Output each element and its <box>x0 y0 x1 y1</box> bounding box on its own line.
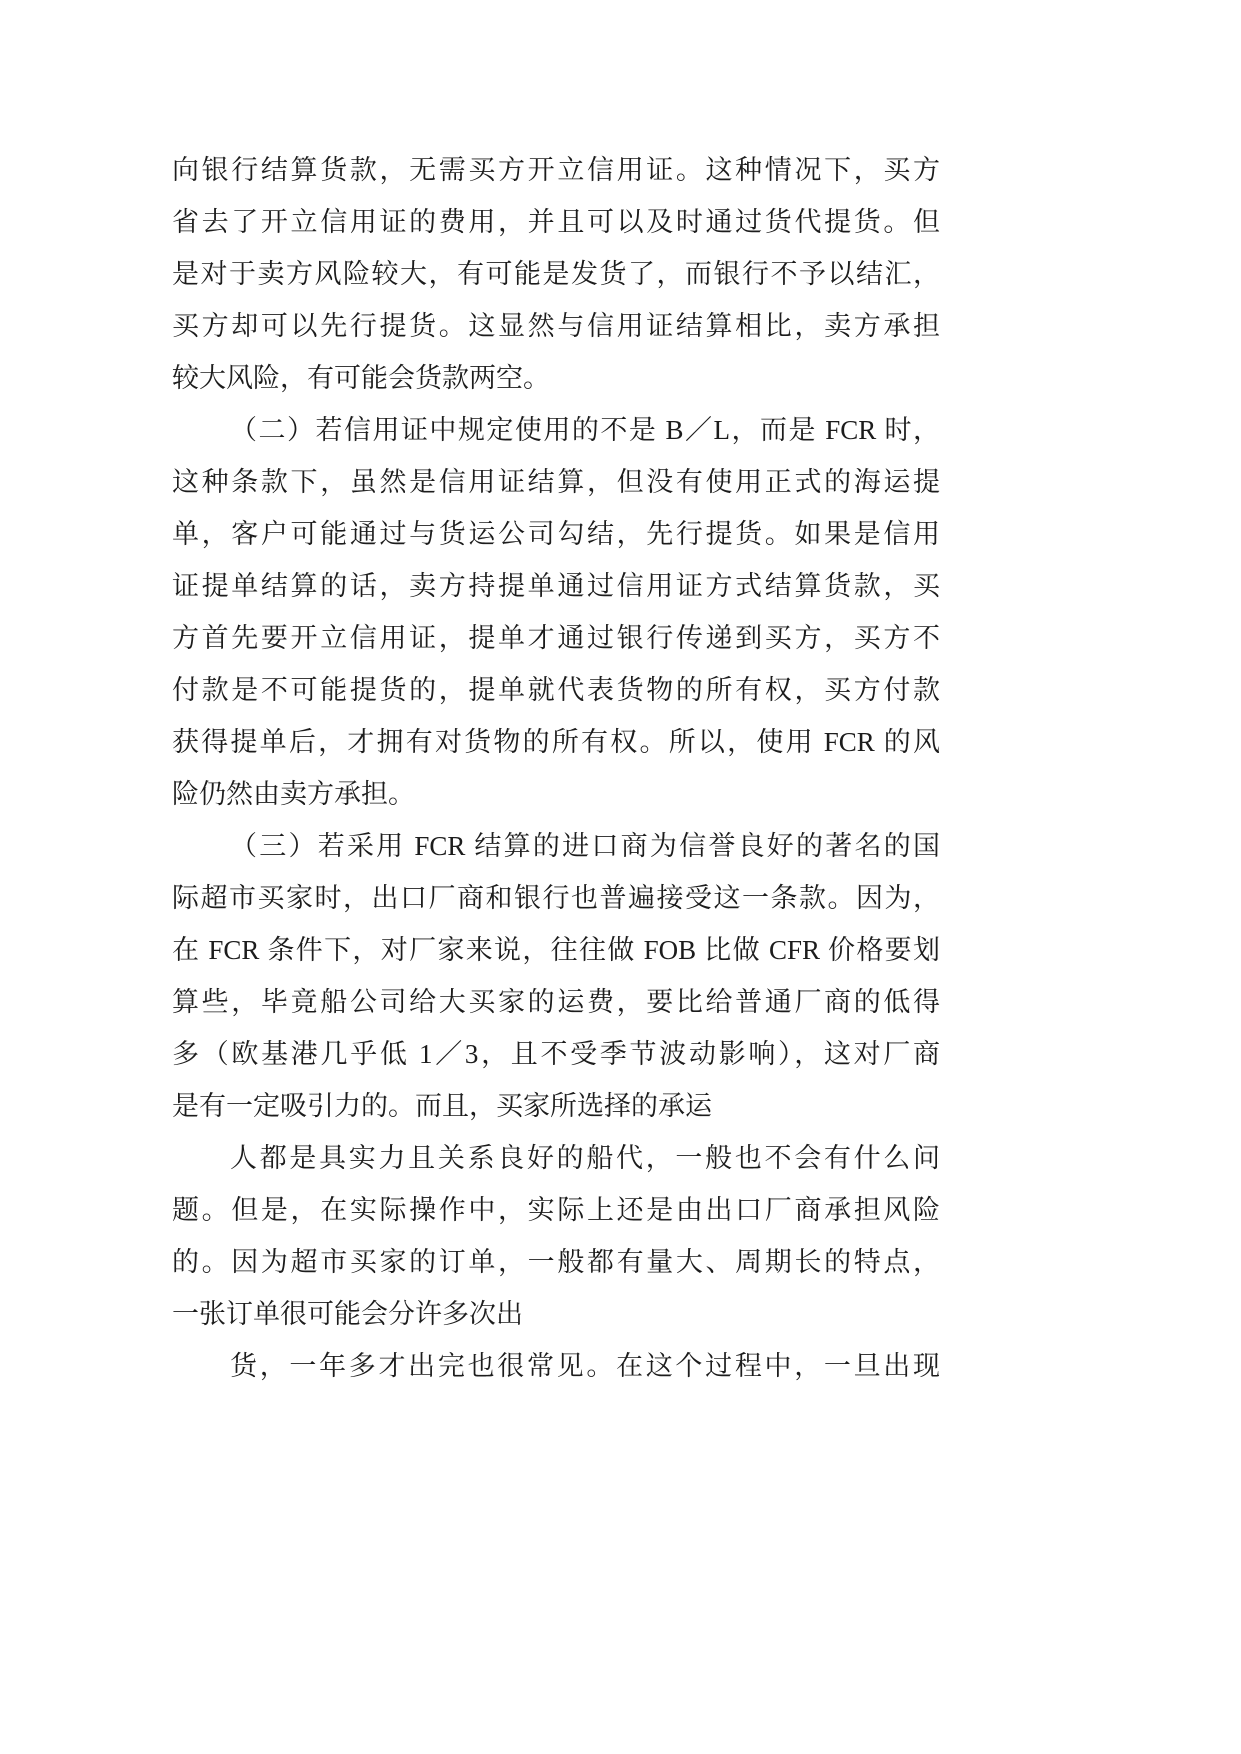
paragraph <box>172 144 940 404</box>
text-line: 在 FCR 条件下，对厂家来说，往往做 FOB 比做 CFR 价格要划 <box>172 935 940 965</box>
text-line: 付款是不可能提货的，提单就代表货物的所有权，买方付款 <box>172 675 940 705</box>
text-line: 证提单结算的话，卖方持提单通过信用证方式结算货款，买 <box>172 571 940 601</box>
paragraph <box>172 820 940 1132</box>
text-line: 一张订单很可能会分许多次出 <box>172 1299 523 1329</box>
text-line: 方首先要开立信用证，提单才通过银行传递到买方，买方不 <box>172 623 940 653</box>
text-line: 的。因为超市买家的订单，一般都有量大、周期长的特点， <box>172 1247 940 1277</box>
text-line: 这种条款下，虽然是信用证结算，但没有使用正式的海运提 <box>172 467 940 497</box>
text-line: 获得提单后，才拥有对货物的所有权。所以，使用 FCR 的风 <box>172 727 940 757</box>
text-line: （二）若信用证中规定使用的不是 B／L，而是 FCR 时， <box>230 415 940 445</box>
text-line: 际超市买家时，出口厂商和银行也普遍接受这一条款。因为， <box>172 883 940 913</box>
text-line: 题。但是，在实际操作中，实际上还是由出口厂商承担风险 <box>172 1195 940 1225</box>
text-line: 省去了开立信用证的费用，并且可以及时通过货代提货。但 <box>172 207 940 237</box>
text-line: 是有一定吸引力的。而且，买家所选择的承运 <box>172 1091 712 1121</box>
text-line: 多（欧基港几乎低 1／3，且不受季节波动影响），这对厂商 <box>172 1039 940 1069</box>
text-line: （三）若采用 FCR 结算的进口商为信誉良好的著名的国 <box>230 831 940 861</box>
text-line: 货，一年多才出完也很常见。在这个过程中，一旦出现 <box>230 1351 940 1381</box>
paragraph <box>172 1132 940 1340</box>
text-line: 单，客户可能通过与货运公司勾结，先行提货。如果是信用 <box>172 519 940 549</box>
text-line: 算些，毕竟船公司给大买家的运费，要比给普通厂商的低得 <box>172 987 940 1017</box>
text-line: 险仍然由卖方承担。 <box>172 779 415 809</box>
text-line: 买方却可以先行提货。这显然与信用证结算相比，卖方承担 <box>172 311 940 341</box>
text-line: 向银行结算货款，无需买方开立信用证。这种情况下，买方 <box>172 155 940 185</box>
body-text <box>172 144 940 1392</box>
paragraph <box>172 1340 940 1392</box>
text-line: 是对于卖方风险较大，有可能是发货了，而银行不予以结汇， <box>172 259 940 289</box>
text-line: 较大风险，有可能会货款两空。 <box>172 363 550 393</box>
paragraph <box>172 404 940 820</box>
text-line: 人都是具实力且关系良好的船代，一般也不会有什么问 <box>230 1143 940 1173</box>
